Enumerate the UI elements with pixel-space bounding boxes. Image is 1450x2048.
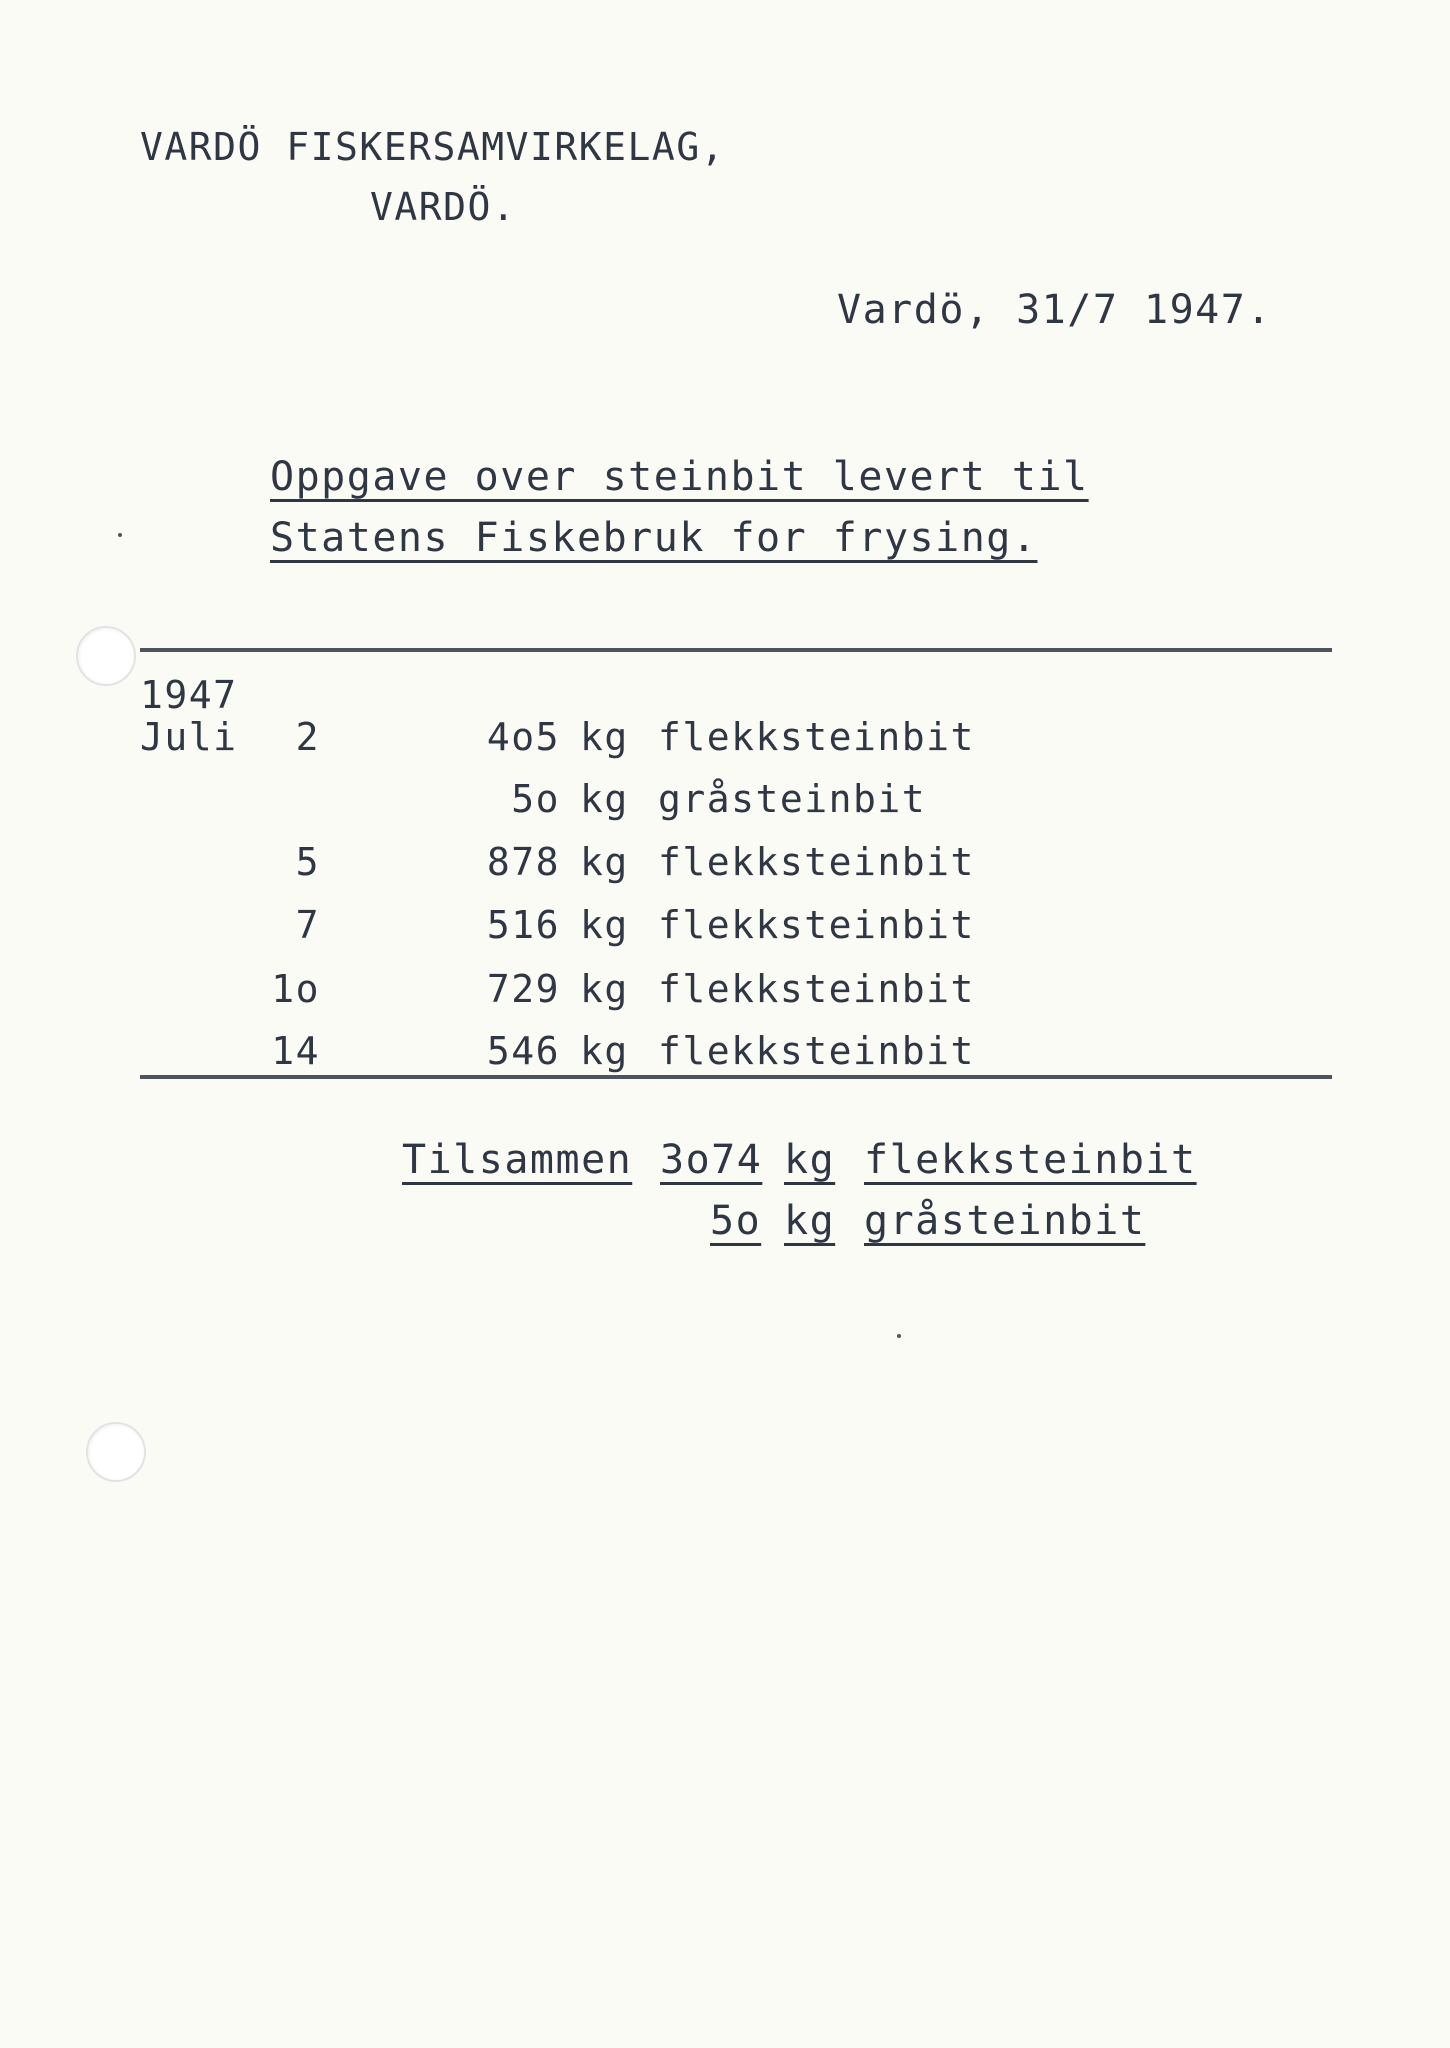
table-row-unit: kg — [580, 715, 629, 759]
table-row-amount: 5o — [511, 777, 560, 821]
ink-speck — [118, 533, 122, 537]
punch-hole-top — [76, 626, 136, 686]
table-row-unit: kg — [580, 903, 629, 947]
subject-line-2: Statens Fiskebruk for frysing. — [270, 515, 1038, 561]
sender-name: VARDÖ FISKERSAMVIRKELAG, — [140, 125, 726, 169]
totals-label: Tilsammen — [402, 1137, 633, 1183]
table-row-species: flekksteinbit — [658, 967, 975, 1011]
table-row-species: flekksteinbit — [658, 840, 975, 884]
totals-species-2: gråsteinbit — [864, 1198, 1146, 1244]
table-row-day: 5 — [295, 840, 320, 884]
table-row-amount: 546 — [486, 1029, 560, 1073]
table-row-unit: kg — [580, 1029, 629, 1073]
table-row-species: flekksteinbit — [658, 903, 975, 947]
table-row-amount: 516 — [486, 903, 560, 947]
table-row-day: 2 — [295, 715, 320, 759]
table-row-species: gråsteinbit — [658, 777, 927, 821]
totals-amount-2: 5o — [710, 1198, 762, 1244]
table-row-amount: 729 — [486, 967, 560, 1011]
table-row-day: 14 — [271, 1029, 320, 1073]
totals-unit-2: kg — [784, 1198, 836, 1244]
table-row-day: 1o — [271, 967, 320, 1011]
totals-species-1: flekksteinbit — [864, 1137, 1197, 1183]
punch-hole-bottom — [86, 1422, 146, 1482]
table-row-species: flekksteinbit — [658, 1029, 975, 1073]
table-bottom-rule — [140, 1075, 1332, 1079]
table-row-day: 7 — [295, 903, 320, 947]
table-row-unit: kg — [580, 967, 629, 1011]
table-row-amount: 4o5 — [486, 715, 560, 759]
sender-city: VARDÖ. — [370, 185, 517, 229]
table-top-rule — [140, 648, 1332, 652]
table-month: Juli — [140, 715, 238, 759]
table-row-unit: kg — [580, 840, 629, 884]
table-row-species: flekksteinbit — [658, 715, 975, 759]
table-row-unit: kg — [580, 777, 629, 821]
totals-amount-1: 3o74 — [660, 1137, 763, 1183]
totals-unit-1: kg — [784, 1137, 836, 1183]
subject-line-1: Oppgave over steinbit levert til — [270, 454, 1089, 500]
table-year: 1947 — [140, 673, 238, 717]
ink-speck — [897, 1334, 901, 1338]
letter-date: Vardö, 31/7 1947. — [837, 287, 1272, 333]
table-row-amount: 878 — [486, 840, 560, 884]
